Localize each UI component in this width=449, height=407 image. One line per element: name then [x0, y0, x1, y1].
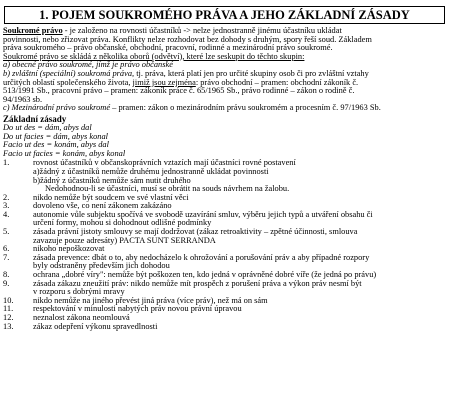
item-text: nikoho nepoškozovat [33, 244, 105, 254]
item-number: 8. [3, 270, 10, 280]
item-text: zásada prevence: dbát o to, aby nedocházelo k ohrožování a porušování práv a aby případné rozpory [33, 252, 370, 262]
item-number: 2. [3, 192, 10, 202]
item-text: zákaz odepření výkonu spravedlnosti [33, 321, 158, 331]
item-text: autonomie vůle subjektu spočívá ve svobodě uzavírání smluv, výběru jejich typů a utváření obsahu či [33, 209, 373, 219]
page-title: 1. POJEM SOUKROMÉHO PRÁVA A JEHO ZÁKLADNÍ ZÁSADY [4, 6, 445, 24]
item-subtext: Nedohodnou-li se účastníci, musí se obrátit na souds návrhem na žalobu. [45, 184, 290, 194]
group-c [3, 104, 446, 113]
intro-term: Soukromé právo [3, 26, 63, 35]
item-text: nikdo nemůže na jiného převést jiná práva (více práv), než má on sám [33, 295, 268, 305]
item-number: 9. [3, 278, 10, 288]
item-text: dovoleno vše, co není zákonem zakázáno [33, 201, 172, 211]
maxim-3: Facio ut des = konám, abys dal [3, 140, 109, 150]
group-b-rest2a: určitých oblastí společenského života, [3, 77, 133, 87]
item-number: 5. [3, 227, 10, 237]
item-text: zásada právní jistoty smlouvy se mají dodržovat (zákaz retroaktivity – zpětné účinnosti, smlouva [33, 227, 358, 237]
item-text: zásada zákazu zneužití práv: nikdo nemůže mít prospěch z porušení práva a výkon práv nesmí být [33, 278, 362, 288]
item-text: v rozporu s dobrými mravy [33, 287, 125, 297]
item-text: neznalost zákona neomlouvá [33, 313, 130, 322]
principles-list [3, 159, 446, 331]
intro-line-2: povinnosti, nebo zřizovat práva. Konflikty nelze rozhodovat bez dohody s druhým, spory řeší soud. Základem [3, 34, 372, 44]
group-c-rest: – pramen: zákon o mezinárodním právu soukromém a procesním č. 97/1963 Sb. [110, 103, 381, 113]
maxim-4: Facio ut facies = konám, abys konal [3, 148, 126, 158]
item-number: 7. [3, 252, 10, 262]
group-c-head: c) Mezinárodní právo soukromé [3, 103, 111, 113]
item-text: určení formy, mohou si dohodnout odlišné podmínky [33, 218, 212, 228]
item-number: 3. [3, 201, 10, 211]
item-subtext: a)žádný z účastníků nemůže druhému jednostranně ukládat povinnosti [33, 166, 269, 176]
item-number: 1. [3, 158, 10, 168]
maxim-1: Do ut des = dám, abys dal [3, 122, 92, 132]
item-text: respektování v minulosti nabytých práv novou právní úpravou [33, 304, 242, 314]
group-b-rest2u: jimiž jsou zejména [132, 77, 196, 87]
intro-line-3: práva soukromého – právo občanské, obchodní, pracovní, rodinné a mezinárodní právo soukromé. [3, 43, 333, 53]
document-body [3, 27, 446, 331]
item-subtext: b)žádný z účastníků nemůže sám nutit druhého [33, 175, 191, 185]
item-number: 13. [3, 321, 14, 331]
intro-line-1-text: - je založeno na rovnosti účastníků -> nelze jednostranně jinému účastníku ukládat [62, 26, 342, 35]
item-text: zavazuje pouze adresáty) PACTA SUNT SERRANDA [33, 235, 216, 245]
item-number: 6. [3, 244, 10, 254]
item-number: 4. [3, 209, 10, 219]
intro-line-4: Soukromé právo se skládá z několika oborů (odvětví), které lze seskupit do těchto skupin: [3, 51, 305, 61]
list-item [3, 323, 446, 332]
maxim-2: Do ut facies = dám, abys konal [3, 131, 108, 141]
group-b-line-3: 513/1991 Sb., pracovní právo – pramen: zákoník práce č. 65/1965 Sb., právo rodinné – zákon o rodině č. [3, 86, 355, 96]
group-a: a) obecné právo soukromé, jímž je právo občanské [3, 60, 173, 70]
principles-heading: Základní zásady [3, 113, 67, 124]
item-text: byly odstraněny především jich dohodou [33, 261, 170, 271]
group-b-rest2b: : právo obchodní – pramen: obchodní zákoník č. [195, 77, 359, 87]
item-text: rovnost účastníků v občanskoprávních vztazích mají účastníci rovné postavení [33, 158, 296, 168]
item-number: 10. [3, 295, 14, 305]
item-number: 11. [3, 304, 14, 314]
group-b-line-4: 94/1963 sb. [3, 94, 43, 104]
item-number: 12. [3, 313, 14, 322]
group-b-rest1: tj. práva, která platí jen pro určité skupiny osob či pro zvláštní vztahy [134, 68, 369, 78]
group-b-head: b) zvláštní (speciální) soukromá práva, [3, 68, 135, 78]
item-text: nikdo nemůže být soudcem ve své vlastní věci [33, 192, 189, 202]
item-text: ochrana „dobré víry": nemůže být poškozen ten, kdo jedná v oprávněné dobré víře (že jedná po právu) [33, 270, 377, 280]
